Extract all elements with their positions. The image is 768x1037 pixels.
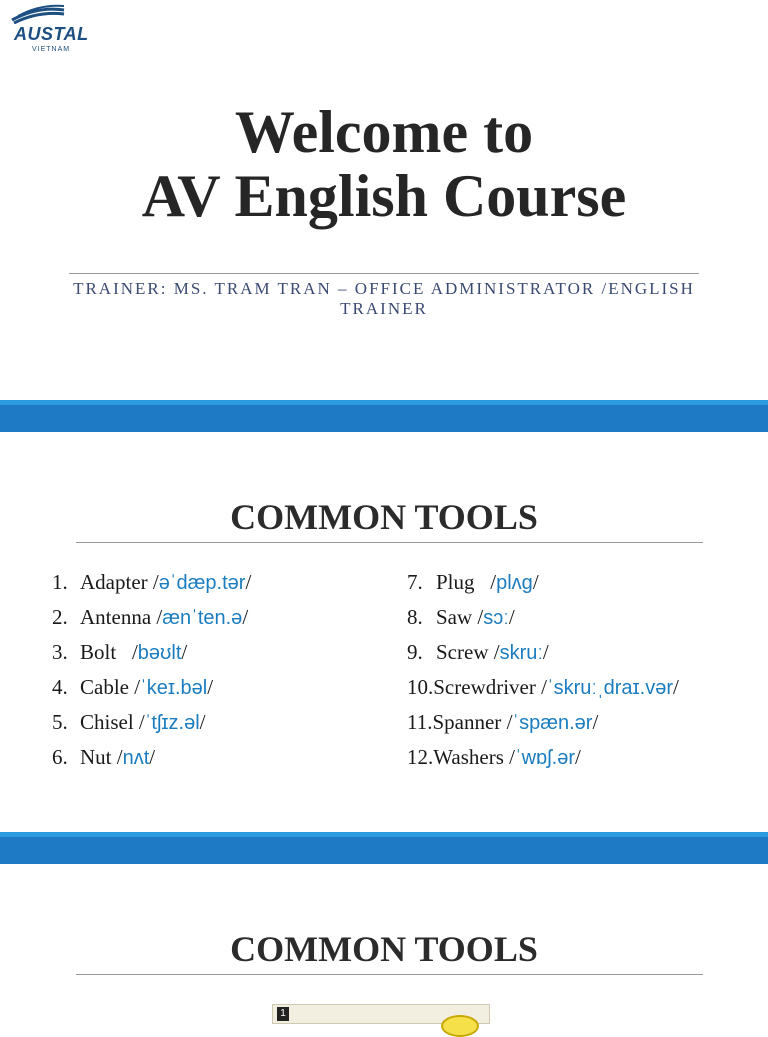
list-item: 5. Chisel /ˈtʃɪz.əl/ xyxy=(52,710,206,734)
slide-common-tools xyxy=(0,432,768,832)
subtitle-line-2: TRAINER xyxy=(340,299,428,318)
tool-illustration xyxy=(441,1015,479,1037)
subtitle-line-1: TRAINER: MS. TRAM TRAN – OFFICE ADMINISTRATOR /ENGLISH xyxy=(73,279,695,298)
list-item: 3. Bolt /bəʊlt/ xyxy=(52,640,188,664)
image-badge: 1 xyxy=(277,1007,289,1021)
list-item: 2. Antenna /ænˈten.ə/ xyxy=(52,605,249,629)
logo-name: AUSTAL xyxy=(14,24,89,44)
title-line-2: AV English Course xyxy=(141,163,627,229)
heading-rule xyxy=(76,974,703,975)
section-heading: COMMON TOOLS xyxy=(230,497,538,537)
slide-common-tools-2 xyxy=(0,864,768,1024)
tool-image xyxy=(272,1004,490,1024)
title-line-1: Welcome to xyxy=(234,99,534,165)
wave-icon xyxy=(10,4,66,24)
list-item: 8. Saw /sɔː/ xyxy=(407,605,515,629)
slide-divider xyxy=(0,832,768,864)
list-item: 4. Cable /ˈkeɪ.bəl/ xyxy=(52,675,214,699)
list-item: 11.Spanner /ˈspæn.ər/ xyxy=(407,710,599,734)
list-item: 7. Plug /plʌg/ xyxy=(407,570,539,594)
list-item: 1. Adapter /əˈdæp.tər/ xyxy=(52,570,252,594)
list-item: 10.Screwdriver /ˈskruːˌdraɪ.vər/ xyxy=(407,675,679,699)
heading-rule xyxy=(76,542,703,543)
list-item: 12.Washers /ˈwɒʃ.ər/ xyxy=(407,745,581,769)
section-heading: COMMON TOOLS xyxy=(230,929,538,969)
list-item: 6. Nut /nʌt/ xyxy=(52,745,156,769)
list-item: 9. Screw /skruː/ xyxy=(407,640,549,664)
title-rule xyxy=(69,273,699,274)
slide-welcome xyxy=(0,0,768,400)
slide-divider xyxy=(0,400,768,432)
austal-logo xyxy=(4,2,88,58)
logo-sub: VIETNAM xyxy=(32,46,71,53)
